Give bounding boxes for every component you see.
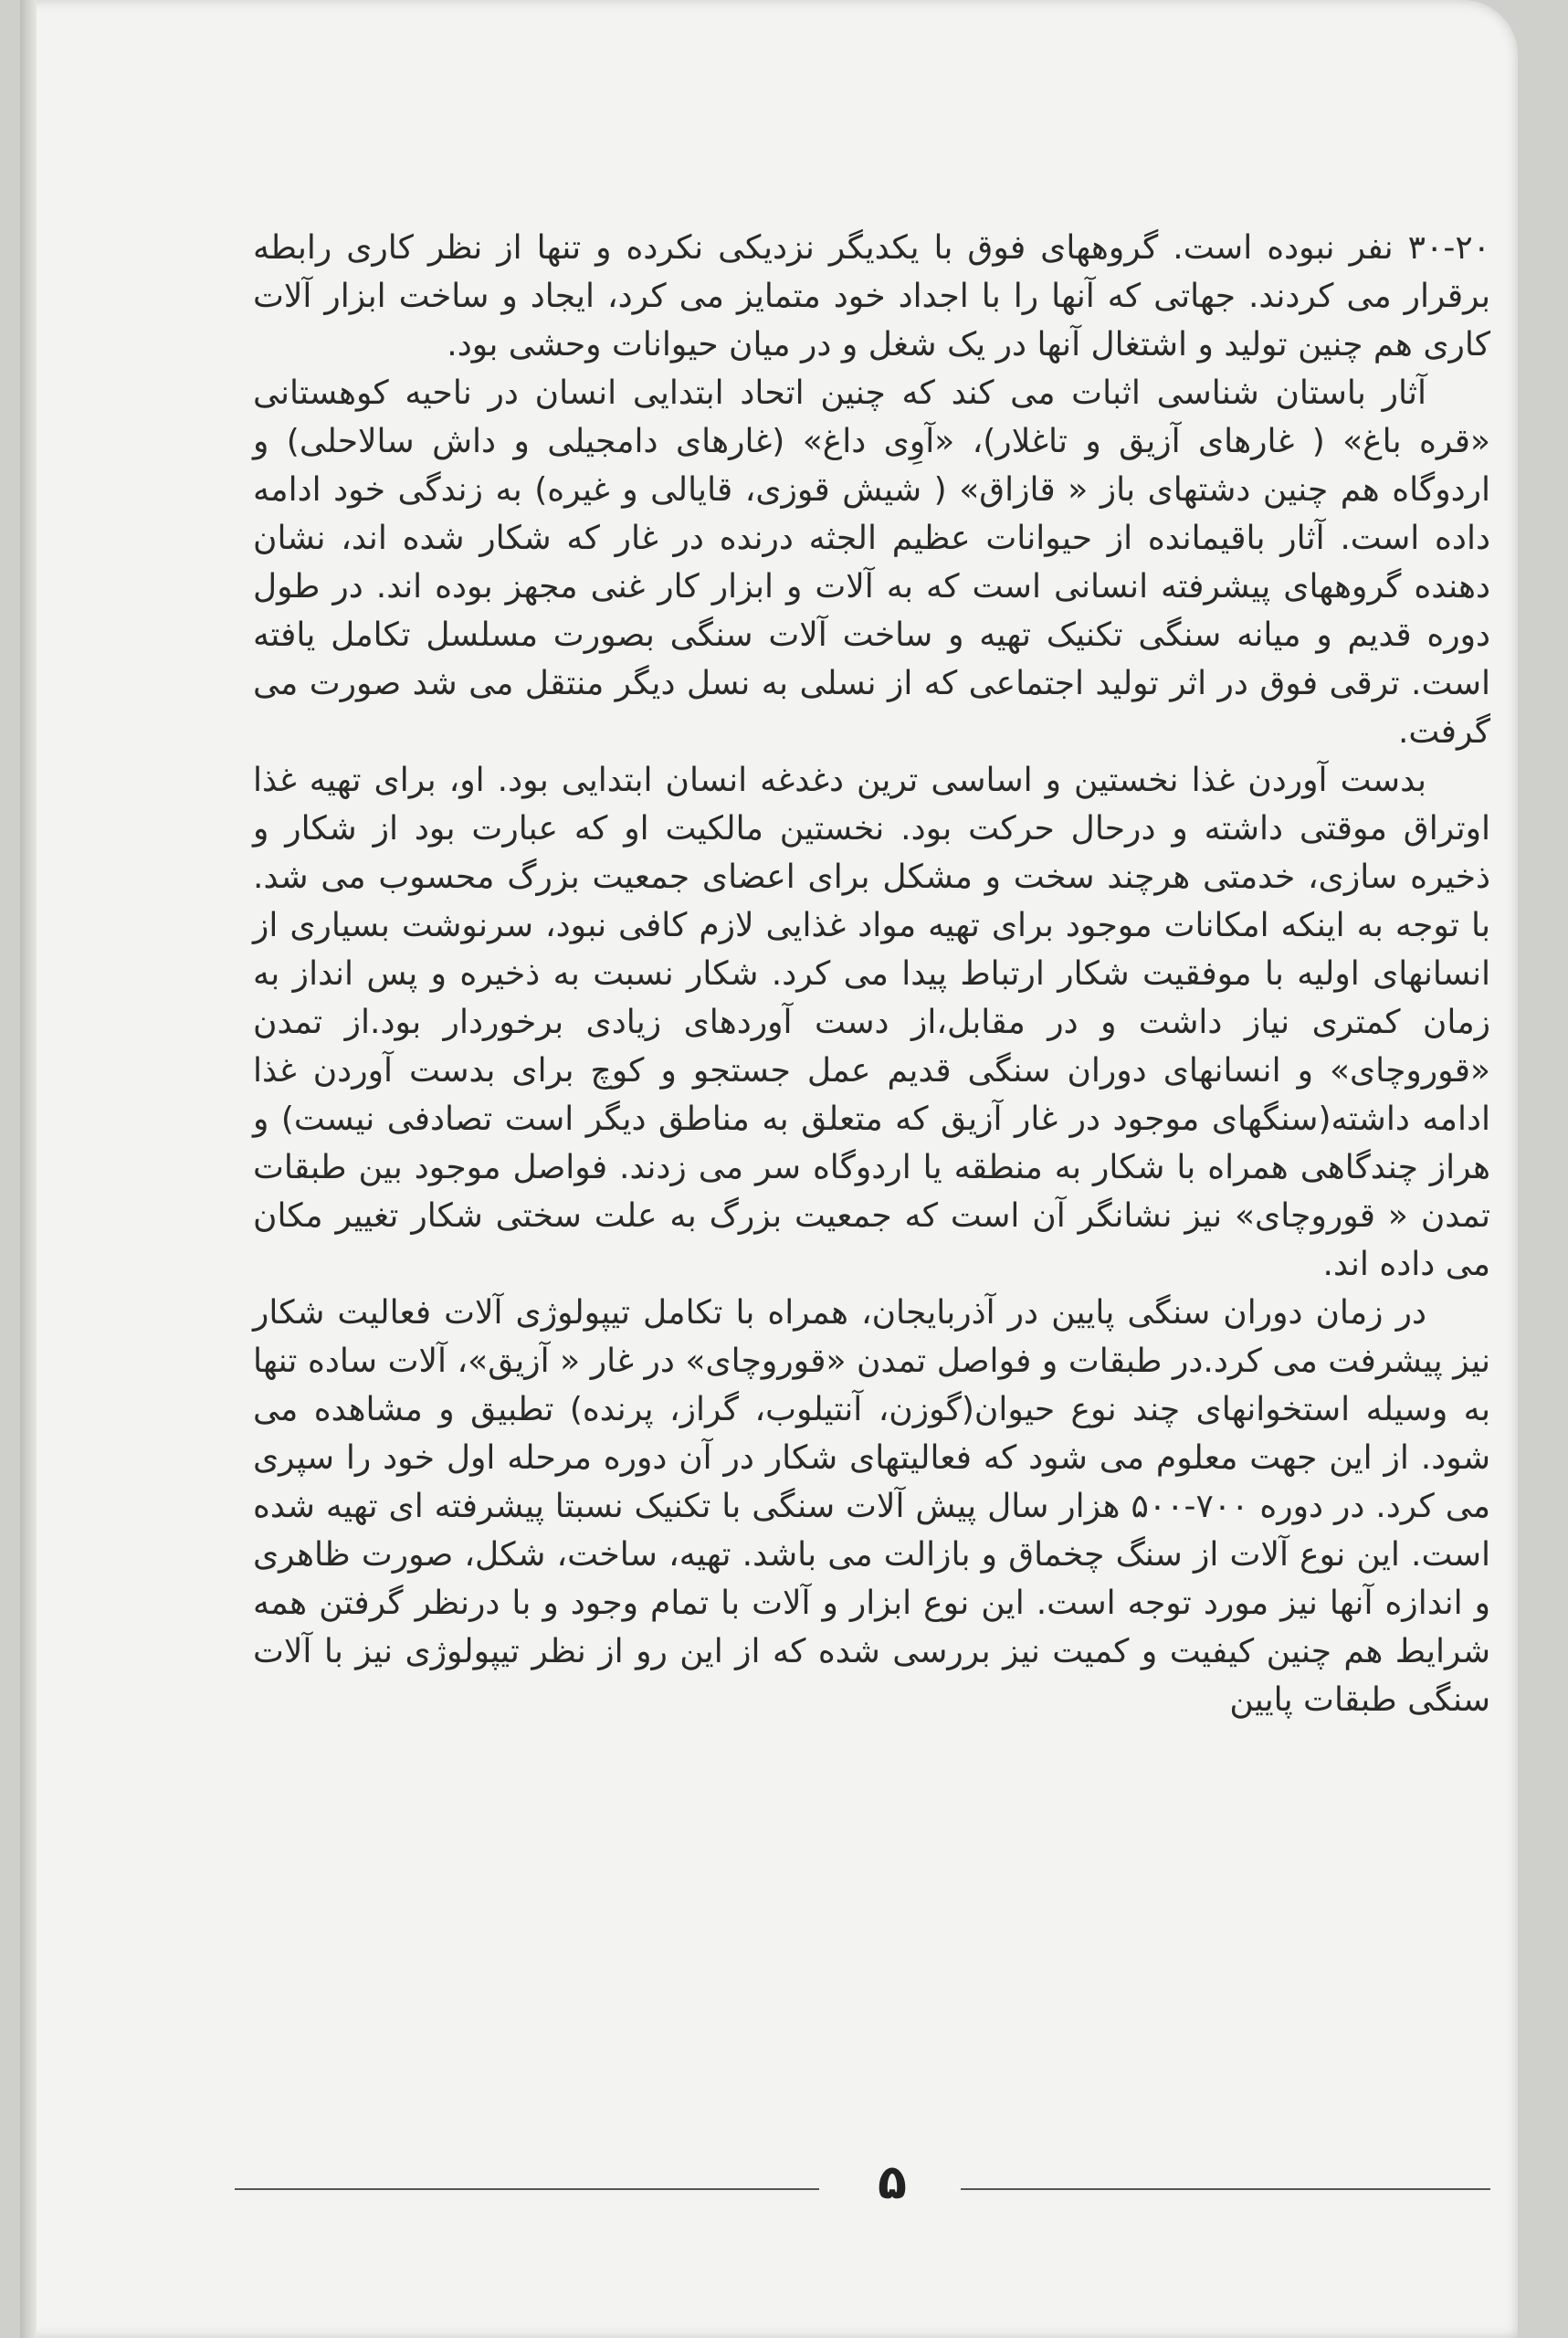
body-text: [253, 224, 1490, 1724]
paragraph-4: در زمان دوران سنگی پایین در آذربایجان، همراه با تکامل تیپولوژی آلات فعالیت شکار نیز پیشرفت می کرد.در طبقات و فواصل تمدن «قوروچای» در غار « آزیق»، آلات ساده تنها به وسیله استخوانهای چند نوع حیوان(گوزن، آنتیلوب، گراز، پرنده) تطبیق و مشاهده می شود. از این جهت معلوم می شود که فعالیتهای شکار در آن دوره مرحله اول خود را سپری می کرد. در دوره ۷۰۰-۵۰۰ هزار سال پیش آلات سنگی با تکنیک نسبتا پیشرفته ای تهیه شده است. این نوع آلات از سنگ چخماق و بازالت می باشد. تهیه، ساخت، شکل، صورت ظاهری و اندازه آنها نیز مورد توجه است. این نوع ابزار و آلات با تمام وجود و با درنظر گرفتن همه شرایط هم چنین کیفیت و کمیت نیز بررسی شده که از این رو از نظر تیپولوژی نیز با آلات سنگی طبقات پایین: [253, 1294, 1490, 1719]
page-number: ۵: [878, 2155, 907, 2210]
paragraph-2: آثار باستان شناسی اثبات می کند که چنین اتحاد ابتدایی انسان در ناحیه کوهستانی «قره باغ» ( غارهای آزیق و تاغلار)، «آوِی داغ» (غارهای دامجیلی و داش سالاحلی) و اردوگاه هم چنین دشتهای باز « قازاق» ( شیش قوزی، قایالی و غیره) به زندگی خود ادامه داده است. آثار باقیمانده از حیوانات عظیم الجثه درنده در غار که شکار شده اند، نشان دهنده گروههای پیشرفته انسانی است که به آلات و ابزار کار غنی مجهز بوده اند. در طول دوره قدیم و میانه سنگی تکنیک تهیه و ساخت آلات سنگی بصورت مسلسل تکامل یافته است. ترقی فوق در اثر تولید اجتماعی که از نسلی به نسل دیگر منتقل می شد صورت می گرفت.: [253, 374, 1490, 751]
paragraph-3: بدست آوردن غذا نخستین و اساسی ترین دغدغه انسان ابتدایی بود. او، برای تهیه غذا اوتراق موقتی داشته و درحال حرکت بود. نخستین مالکیت او که عبارت بود از شکار و ذخیره سازی، خدمتی هرچند سخت و مشکل برای اعضای جمعیت بزرگ محسوب می شد. با توجه به اینکه امکانات موجود برای تهیه مواد غذایی لازم کافی نبود، سرنوشت بسیاری از انسانهای اولیه با موفقیت شکار ارتباط پیدا می کرد. شکار نسبت به ذخیره و پس انداز به زمان کمتری نیاز داشت و در مقابل،از دست آوردهای زیادی برخوردار بود.از تمدن «قوروچای» و انسانهای دوران سنگی قدیم عمل جستجو و کوچ برای بدست آوردن غذا ادامه داشته(سنگهای موجود در غار آزیق که متعلق به مناطق دیگر است تصادفی نیست) و هراز چندگاهی همراه با شکار به منطقه یا اردوگاه سر می زدند. فواصل موجود بین طبقات تمدن « قوروچای» نیز نشانگر آن است که جمعیت بزرگ به علت سختی شکار تغییر مکان می داده اند.: [253, 762, 1490, 1283]
page-binding-edge: [20, 0, 37, 2338]
paragraph-1: ۳۰-۲۰ نفر نبوده است. گروههای فوق با یکدیگر نزدیکی نکرده و تنها از نظر کاری رابطه برقرار می کردند. جهاتی که آنها را با اجداد خود متمایز می کرد، ایجاد و ساخت ابزار آلات کاری هم چنین تولید و اشتغال آنها در یک شغل و در میان حیوانات وحشی بود.: [253, 229, 1490, 363]
book-page: [20, 0, 1518, 2338]
page-footer: [235, 2155, 1490, 2219]
footer-rule-left: [235, 2188, 819, 2190]
footer-rule-right: [961, 2188, 1490, 2190]
